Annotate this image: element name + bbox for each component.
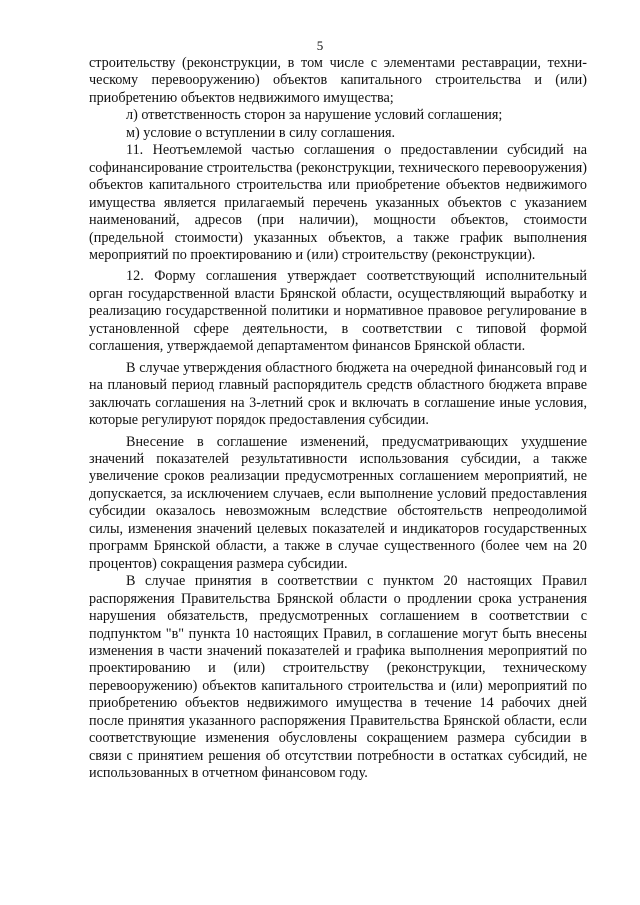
page-number: 5 bbox=[316, 38, 324, 53]
paragraph: м) условие о вступлении в силу соглашения. bbox=[126, 124, 396, 141]
paragraph: Внесение в соглашение изменений, предусматривающих ухудшение значений показателей результативности использования субсидии, а также увеличение сроков реализации предусмотренных соглашением мероприятий, не допускается, за исключением случаев, если выполнение условий предоставления субсидии оказалось невозможным вследствие обстоятельств непреодолимой силы, изменения значений целевых показателей и индикаторов государственных программ Брянской области, а также в случае существенного (более чем на 20 процентов) сокращения размера субсидии. bbox=[89, 433, 587, 572]
paragraph: 12. Форму соглашения утверждает соответствующий исполнительный орган государственной власти Брянской области, осуществляющий выработку и реализацию государственной политики и нормативное правовое регулирование в установленной сфере деятельности, в соответствии с типовой формой соглашения, утверждаемой департаментом финансов Брянской области. bbox=[89, 268, 587, 355]
paragraph: строительству (реконструкции, в том числе с элементами реставрации, техническому перевооружению) объектов капитального строительства и (или) приобретению объектов недвижимого имущества; bbox=[89, 55, 587, 106]
paragraph: л) ответственность сторон за нарушение условий соглашения; bbox=[126, 107, 503, 124]
paragraph: В случае утверждения областного бюджета на очередной финансовый год и на плановый период главный распорядитель средств областного бюджета вправе заключать соглашения на 3-летний срок и включать в соглашение иные условия, которые регулируют порядок предоставления субсидии. bbox=[89, 359, 587, 429]
document-body bbox=[89, 55, 587, 783]
paragraph: В случае принятия в соответствии с пунктом 20 настоящих Правил распоряжения Правительства Брянской области о продлении срока устранения нарушения обязательств, предусмотренных соглашением в соответствии с подпунктом "в" пункта 10 настоящих Правил, в соглашение могут быть внесены изменения в части значений показателей и графика выполнения мероприятий по проектированию и (или) строительству (реконструкции, техническому перевооружению) объектов капитального строительства и (или) мероприятий по приобретению объектов недвижимого имущества в течение 14 рабочих дней после принятия указанного распоряжения Правительства Брянской области, если соответствующие изменения обусловлены сокращением размера субсидии в связи с принятием решения об отсутствии потребности в остатках субсидий, не использованных в отчетном финансовом году. bbox=[89, 573, 587, 782]
paragraph: 11. Неотъемлемой частью соглашения о предоставлении субсидий на софинансирование строительства (реконструкции, технического перевооружения) объектов капитального строительства или приобретение объектов недвижимого имущества является прилагаемый перечень указанных объектов с указанием наименований, адресов (при наличии), мощности объектов, стоимости (предельной стоимости) указанных объектов, а также график выполнения мероприятий по проектированию и (или) строительству (реконструкции). bbox=[89, 142, 587, 263]
